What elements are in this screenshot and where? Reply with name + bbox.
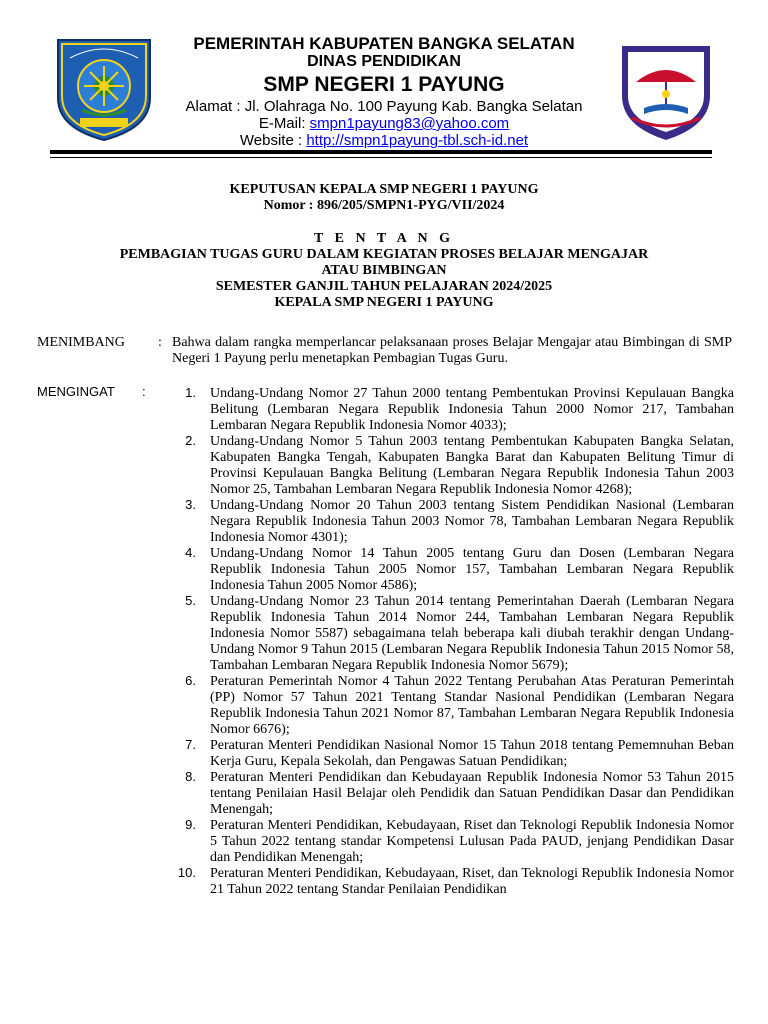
decree-subject-line2: ATAU BIMBINGAN bbox=[321, 263, 447, 278]
smp-negeri-1-payung-logo bbox=[618, 42, 714, 142]
school-name: SMP NEGERI 1 PAYUNG bbox=[263, 73, 505, 96]
item-number: 4. bbox=[185, 545, 196, 560]
menimbang-label: MENIMBANG bbox=[37, 335, 125, 350]
list-item bbox=[172, 674, 734, 738]
mengingat-colon: : bbox=[142, 384, 146, 399]
tentang-heading: T E N T A N G bbox=[314, 231, 454, 246]
item-number: 7. bbox=[185, 737, 196, 752]
item-number: 2. bbox=[185, 433, 196, 448]
item-number: 10. bbox=[177, 865, 196, 880]
government-name: PEMERINTAH KABUPATEN BANGKA SELATAN bbox=[193, 34, 575, 53]
decree-number: Nomor : 896/205/SMPN1-PYG/VII/2024 bbox=[263, 198, 505, 213]
item-number: 5. bbox=[185, 593, 196, 608]
list-item bbox=[172, 738, 734, 770]
letterhead bbox=[0, 0, 768, 160]
menimbang-colon: : bbox=[158, 335, 162, 350]
decree-semester: SEMESTER GANJIL TAHUN PELAJARAN 2024/2025 bbox=[215, 279, 553, 294]
item-text: Undang-Undang Nomor 23 Tahun 2014 tentang Pemerintahan Daerah (Lembaran Negara Republik Indonesia Tahun 2014 Nomor 244, Tambahan Lembaran Negara Republik Indonesia Nomor 5587) sebagaimana telah beberapa kali diubah terakhir dengan Undang-Undang Nomor 9 Tahun 2015 (Lembaran Negara Republik Indonesia Tahun 2015 Nomor 58, Tambahan Lembaran Negara Republik Indonesia Nomor 5679); bbox=[210, 594, 734, 673]
item-text: Undang-Undang Nomor 20 Tahun 2003 tentang Sistem Pendidikan Nasional (Lembaran Negara Republik Indonesia Tahun 2003 Nomor 78, Tambahan Lembaran Negara Republik Indonesia Nomor 4301); bbox=[210, 498, 734, 545]
decree-subject-line1: PEMBAGIAN TUGAS GURU DALAM KEGIATAN PROSES BELAJAR MENGAJAR bbox=[119, 247, 649, 262]
list-item bbox=[172, 498, 734, 546]
item-number: 9. bbox=[185, 817, 196, 832]
item-number: 3. bbox=[185, 497, 196, 512]
list-item bbox=[172, 594, 734, 674]
letterhead-rule-thin bbox=[50, 157, 712, 158]
item-number: 8. bbox=[185, 769, 196, 784]
item-text: Undang-Undang Nomor 14 Tahun 2005 tentang Guru dan Dosen (Lembaran Negara Republik Indonesia Tahun 2005 Nomor 157, Tambahan Lembaran Negara Republik Indonesia Tahun 2005 Nomor 4586); bbox=[210, 546, 734, 593]
letterhead-text bbox=[160, 35, 608, 149]
email-line bbox=[160, 115, 608, 132]
menimbang-text: Bahwa dalam rangka memperlancar pelaksanaan proses Belajar Mengajar atau Bimbingan di SMP Negeri 1 Payung perlu menetapkan Pembagian Tugas Guru. bbox=[172, 335, 732, 366]
website-label: Website : bbox=[239, 132, 307, 149]
decree-issuer: KEPALA SMP NEGERI 1 PAYUNG bbox=[274, 295, 494, 310]
decree-title bbox=[50, 182, 718, 311]
email-link[interactable]: smpn1payung83@yahoo.com bbox=[309, 115, 510, 132]
item-text: Undang-Undang Nomor 5 Tahun 2003 tentang Pembentukan Kabupaten Bangka Selatan, Kabupaten Bangka Tengah, Kabupaten Bangka Barat dan Kabupaten Belitung Timur di Provinsi Kepulauan Bangka Belitung (Lembaran Negara Republik Indonesia Tahun 2003 Nomor 25, Tambahan Lembaran Negara Republik Indonesia Nomor 4268); bbox=[210, 434, 734, 497]
item-number: 1. bbox=[185, 385, 196, 400]
list-item bbox=[172, 770, 734, 818]
email-label: E-Mail: bbox=[258, 115, 310, 132]
mengingat-list bbox=[172, 386, 734, 898]
item-text: Peraturan Menteri Pendidikan, Kebudayaan, Riset dan Teknologi Republik Indonesia Nomor 5 Tahun 2022 tentang standar Kompetensi Lulusan Pada PAUD, jenjang Pendidikan Dasar dan Pendidikan Menengah; bbox=[210, 818, 734, 865]
mengingat-label: MENGINGAT bbox=[37, 384, 115, 399]
school-address: Alamat : Jl. Olahraga No. 100 Payung Kab. Bangka Selatan bbox=[185, 98, 583, 115]
list-item bbox=[172, 434, 734, 498]
item-text: Peraturan Pemerintah Nomor 4 Tahun 2022 Tentang Perubahan Atas Peraturan Pemerintah (PP) Nomor 57 Tahun 2021 Tentang Standar Nasional Pendidikan (Lembaran Negara Republik Indonesia Tahun 2021 Nomor 87, Tambahan Lembaran Negara Republik Indonesia Nomor 6676); bbox=[210, 674, 734, 737]
item-text: Peraturan Menteri Pendidikan, Kebudayaan, Riset, dan Teknologi Republik Indonesia Nomor 21 Tahun 2022 tentang Standar Penilaian Pendidikan bbox=[210, 866, 734, 897]
list-item bbox=[172, 818, 734, 866]
item-text: Undang-Undang Nomor 27 Tahun 2000 tentang Pembentukan Provinsi Kepulauan Bangka Belitung (Lembaran Negara Republik Indonesia Tahun 2000 Nomor 217, Tambahan Lembaran Negara Republik Indonesia Nomor 4033); bbox=[210, 386, 734, 433]
bangka-selatan-emblem bbox=[52, 36, 156, 142]
item-text: Peraturan Menteri Pendidikan Nasional Nomor 15 Tahun 2018 tentang Pememnuhan Beban Kerja Guru, Kepala Sekolah, dan Pengawas Satuan Pendidikan; bbox=[210, 738, 734, 769]
item-number: 6. bbox=[185, 673, 196, 688]
list-item bbox=[172, 386, 734, 434]
letterhead-rule-thick bbox=[50, 150, 712, 154]
website-link[interactable]: http://smpn1payung-tbl.sch-id.net bbox=[306, 132, 529, 149]
department-name: DINAS PENDIDIKAN bbox=[307, 53, 461, 70]
website-line bbox=[160, 132, 608, 149]
decree-heading: KEPUTUSAN KEPALA SMP NEGERI 1 PAYUNG bbox=[229, 182, 539, 197]
item-text: Peraturan Menteri Pendidikan dan Kebudayaan Republik Indonesia Nomor 53 Tahun 2015 tentang Penilaian Hasil Belajar oleh Pendidik dan Satuan Pendidikan Dasar dan Pendidikan Menengah; bbox=[210, 770, 734, 817]
list-item bbox=[172, 546, 734, 594]
list-item bbox=[172, 866, 734, 898]
